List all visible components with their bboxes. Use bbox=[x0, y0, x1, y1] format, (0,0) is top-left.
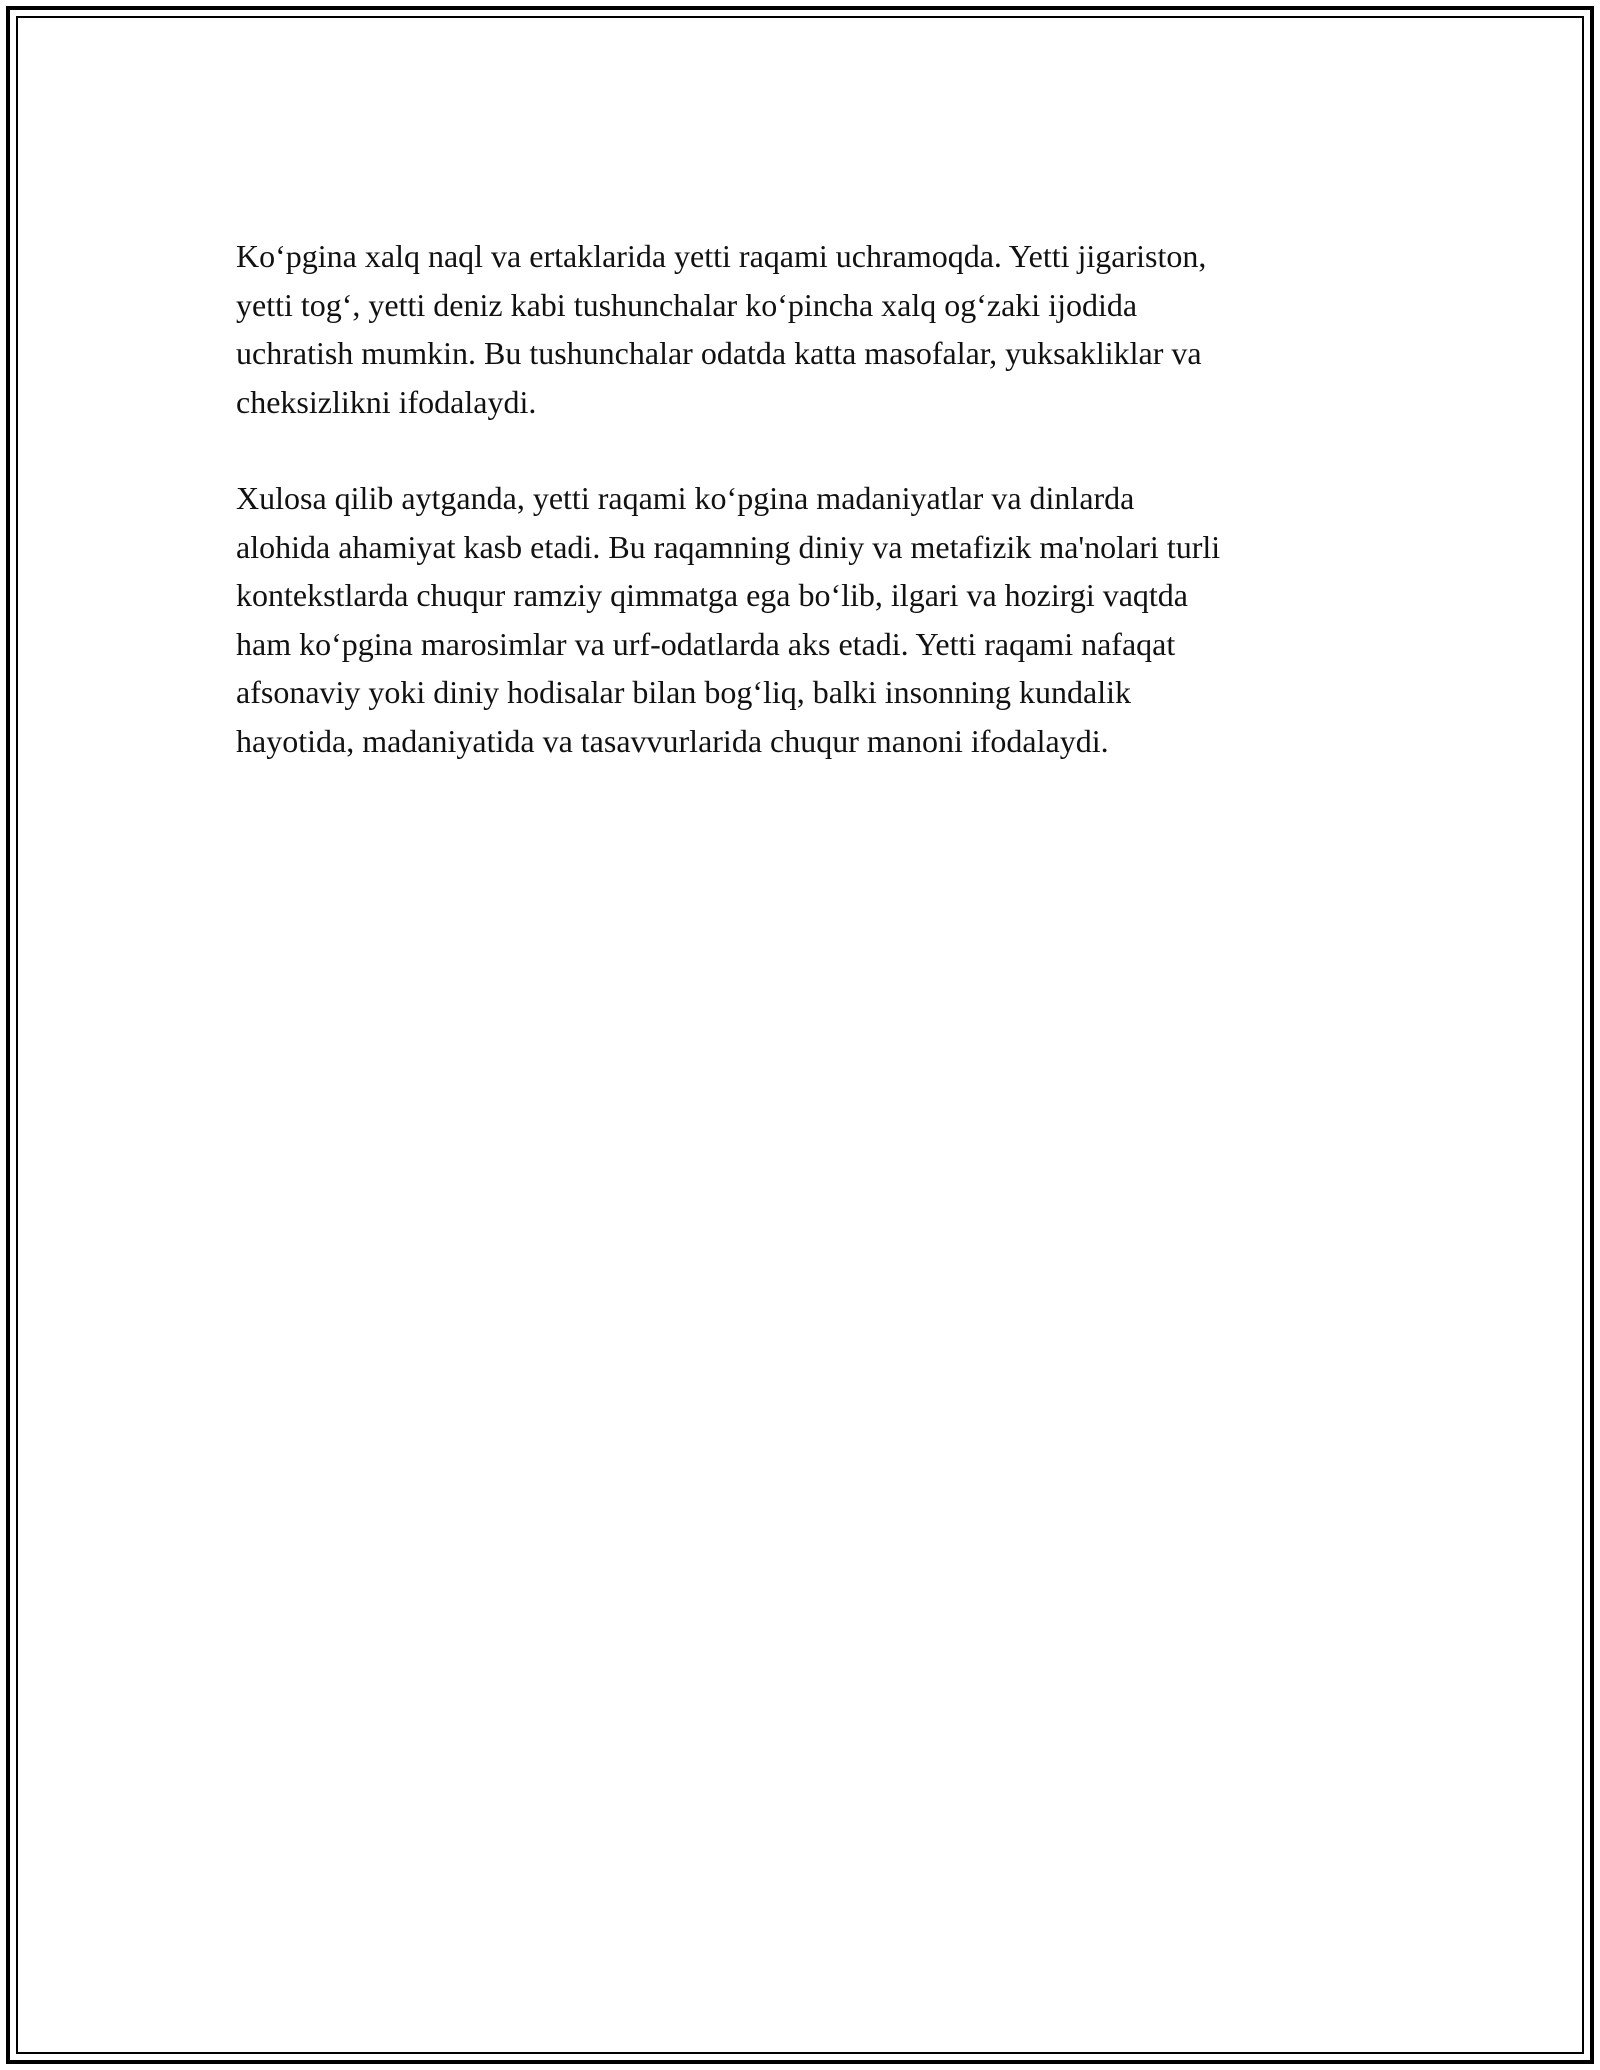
document-body bbox=[236, 232, 1386, 813]
paragraph-line: yetti tog‘, yetti deniz kabi tushunchalar ko‘pincha xalq og‘zaki ijodida bbox=[236, 286, 1138, 323]
paragraph-line: afsonaviy yoki diniy hodisalar bilan bog‘liq, balki insonning kundalik bbox=[236, 674, 1131, 710]
paragraph-line: cheksizlikni ifodalaydi. bbox=[236, 383, 537, 420]
paragraph-line: uchratish mumkin. Bu tushunchalar odatda katta masofalar, yuksakliklar va bbox=[236, 335, 1202, 371]
paragraph-line: hayotida, madaniyatida va tasavvurlarida chuqur manoni ifodalaydi. bbox=[236, 722, 1109, 759]
paragraph-1 bbox=[236, 232, 1386, 426]
paragraph-line: Ko‘pgina xalq naql va ertaklarida yetti raqami uchramoqda. Yetti jigariston, bbox=[236, 238, 1207, 274]
paragraph-2 bbox=[236, 474, 1386, 765]
paragraph-line: kontekstlarda chuqur ramziy qimmatga ega bo‘lib, ilgari va hozirgi vaqtda bbox=[236, 577, 1188, 613]
paragraph-line: ham ko‘pgina marosimlar va urf-odatlarda aks etadi. Yetti raqami nafaqat bbox=[236, 625, 1176, 662]
paragraph-line: alohida ahamiyat kasb etadi. Bu raqamning diniy va metafizik ma'nolari turli bbox=[236, 528, 1221, 565]
paragraph-line: Xulosa qilib aytganda, yetti raqami ko‘pgina madaniyatlar va dinlarda bbox=[236, 480, 1135, 516]
